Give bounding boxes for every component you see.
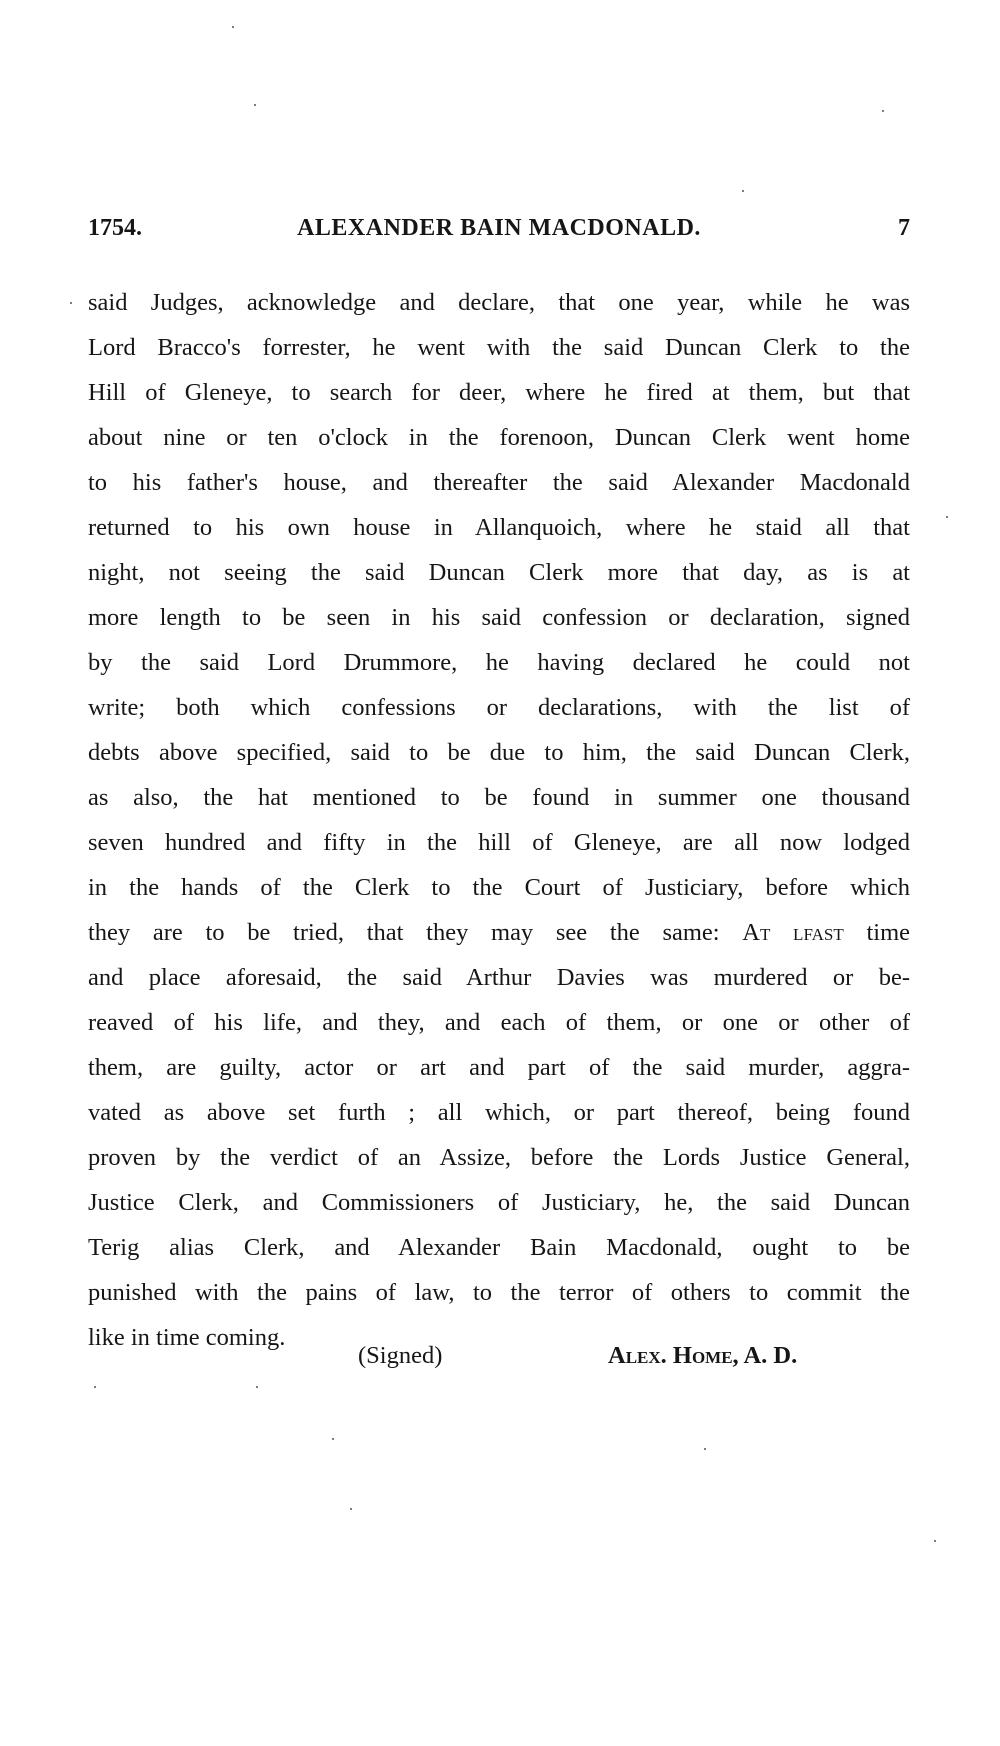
text-line: and place aforesaid, the said Arthur Davies was murdered or be-: [88, 964, 910, 991]
scan-speck: [70, 302, 72, 304]
header-year: 1754.: [88, 215, 142, 241]
scan-speck: [256, 1386, 258, 1388]
scan-speck: [882, 110, 884, 112]
text-line: Lord Bracco's forrester, he went with the said Duncan Clerk to the: [88, 334, 910, 361]
text-line: Hill of Gleneye, to search for deer, where he fired at them, but that: [88, 379, 910, 406]
text-line: as also, the hat mentioned to be found in summer one thousand: [88, 784, 910, 811]
small-caps-phrase: At lfast: [742, 919, 844, 946]
scan-speck: [332, 1438, 334, 1440]
text-line: them, are guilty, actor or art and part of the said murder, aggra-: [88, 1054, 910, 1081]
scan-speck: [254, 104, 256, 106]
running-title: ALEXANDER BAIN MACDONALD.: [297, 215, 701, 241]
body-text: [88, 280, 910, 1360]
text-line: Terig alias Clerk, and Alexander Bain Macdonald, ought to be: [88, 1234, 910, 1261]
text-line: about nine or ten o'clock in the forenoon, Duncan Clerk went home: [88, 424, 910, 451]
page-number: 7: [898, 215, 910, 241]
scan-speck: [232, 26, 234, 28]
text-line: write; both which confessions or declarations, with the list of: [88, 694, 910, 721]
text-line: in the hands of the Clerk to the Court of Justiciary, before which: [88, 874, 910, 901]
text-line: seven hundred and fifty in the hill of Gleneye, are all now lodged: [88, 829, 910, 856]
text-line: like in time coming.: [88, 1324, 286, 1351]
scan-speck: [94, 1386, 96, 1388]
signature-block: [88, 1342, 910, 1382]
text-line-with-small-caps: [88, 910, 910, 955]
text-line: to his father's house, and thereafter the said Alexander Macdonald: [88, 469, 910, 496]
text-line: proven by the verdict of an Assize, before the Lords Justice General,: [88, 1144, 910, 1171]
scan-speck: [934, 1540, 936, 1542]
text-line: returned to his own house in Allanquoich, where he staid all that: [88, 514, 910, 541]
text-line: vated as above set furth ; all which, or part thereof, being found: [88, 1099, 910, 1126]
scan-speck: [350, 1508, 352, 1510]
text-line: reaved of his life, and they, and each of them, or one or other of: [88, 1009, 910, 1036]
text-line: said Judges, acknowledge and declare, that one year, while he was: [88, 289, 910, 316]
line-end: time: [843, 919, 910, 946]
text-line: Justice Clerk, and Commissioners of Justiciary, he, the said Duncan: [88, 1189, 910, 1216]
signed-label: (Signed): [358, 1342, 443, 1369]
line-start: they are to be tried, that they may see the same:: [88, 919, 743, 946]
text-line: debts above specified, said to be due to him, the said Duncan Clerk,: [88, 739, 910, 766]
signer-name: Alex. Home, A. D.: [608, 1342, 798, 1369]
scan-speck: [742, 190, 744, 192]
text-line: night, not seeing the said Duncan Clerk more that day, as is at: [88, 559, 910, 586]
text-line: by the said Lord Drummore, he having declared he could not: [88, 649, 910, 676]
text-line: more length to be seen in his said confession or declaration, signed: [88, 604, 910, 631]
scan-speck: [946, 516, 948, 518]
scan-speck: [704, 1448, 706, 1450]
text-line: punished with the pains of law, to the terror of others to commit the: [88, 1279, 910, 1306]
running-header: [88, 215, 910, 251]
